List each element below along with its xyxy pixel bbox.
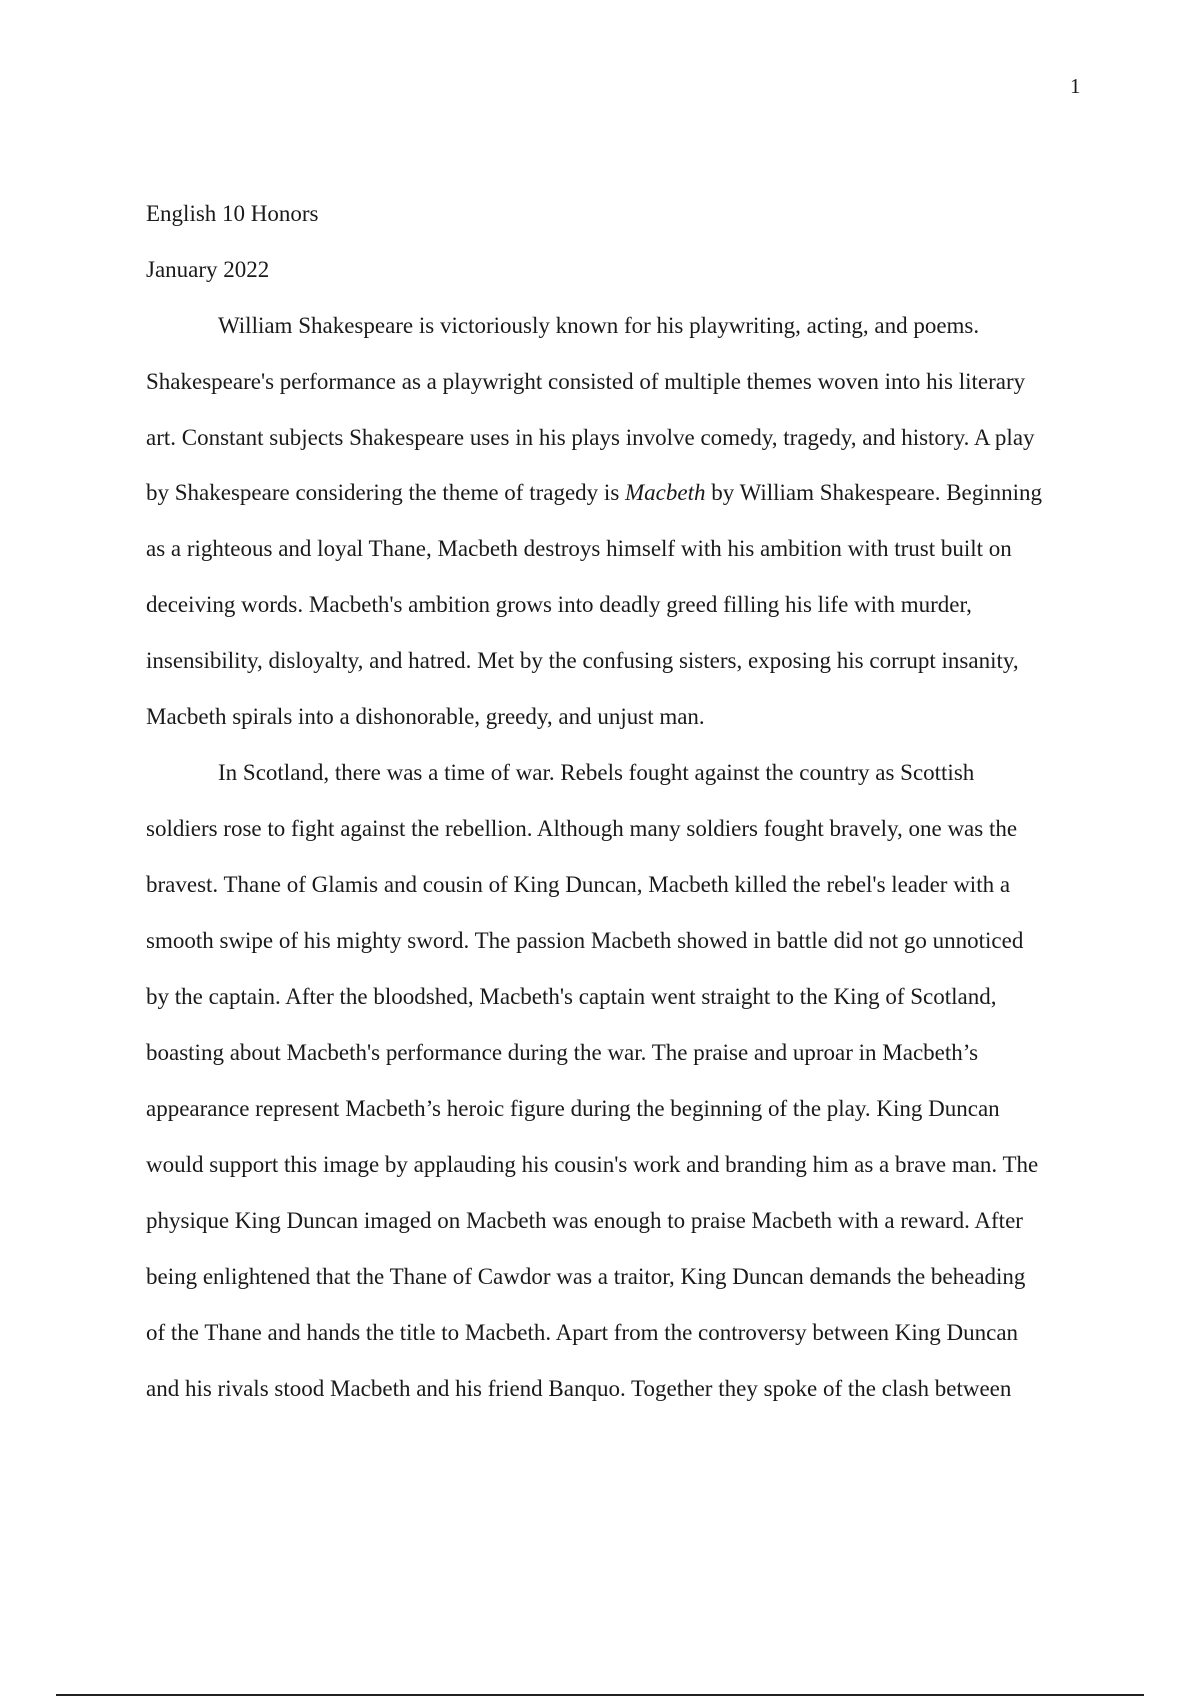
paragraph-1-line: Shakespeare's performance as a playwright consisted of multiple themes woven into his literary [146,369,1026,394]
play-title: Macbeth [625,480,706,505]
paragraph-1-line: as a righteous and loyal Thane, Macbeth destroys himself with his ambition with trust built on [146,536,1012,561]
paragraph-2-line: and his rivals stood Macbeth and his friend Banquo. Together they spoke of the clash between [146,1376,1012,1401]
essay-date: January 2022 [146,257,270,282]
line-text: by William Shakespeare. Beginning [705,480,1043,505]
course-name: English 10 Honors [146,201,319,226]
paragraph-2-line: being enlightened that the Thane of Cawdor was a traitor, King Duncan demands the beheading [146,1264,1026,1289]
paragraph-2-line: by the captain. After the bloodshed, Macbeth's captain went straight to the King of Scotland, [146,984,997,1009]
page-bottom-rule [56,1694,1144,1696]
paragraph-2-line: boasting about Macbeth's performance during the war. The praise and uproar in Macbeth’s [146,1040,979,1065]
paragraph-2-line: of the Thane and hands the title to Macbeth. Apart from the controversy between King Duncan [146,1320,1019,1345]
paragraph-1-line: William Shakespeare is victoriously known for his playwriting, acting, and poems. [218,313,980,338]
paragraph-1-line: art. Constant subjects Shakespeare uses in his plays involve comedy, tragedy, and history. A play [146,425,1035,450]
paragraph-2-line: appearance represent Macbeth’s heroic figure during the beginning of the play. King Duncan [146,1096,1000,1121]
paragraph-1-line: Macbeth spirals into a dishonorable, greedy, and unjust man. [146,704,705,729]
paragraph-1-line: insensibility, disloyalty, and hatred. Met by the confusing sisters, exposing his corrupt insanity, [146,648,1019,673]
paragraph-1-line [146,480,1042,506]
paragraph-2-line: In Scotland, there was a time of war. Rebels fought against the country as Scottish [218,760,975,785]
line-text: by Shakespeare considering the theme of tragedy is [146,480,626,505]
paragraph-2-line: smooth swipe of his mighty sword. The passion Macbeth showed in battle did not go unnoticed [146,928,1024,953]
paragraph-2-line: bravest. Thane of Glamis and cousin of King Duncan, Macbeth killed the rebel's leader with a [146,872,1011,897]
paragraph-2-line: soldiers rose to fight against the rebellion. Although many soldiers fought bravely, one was the [146,816,1018,841]
page-number: 1 [1070,74,1081,98]
paragraph-1-line: deceiving words. Macbeth's ambition grows into deadly greed filling his life with murder, [146,592,972,617]
paragraph-2-line: would support this image by applauding his cousin's work and branding him as a brave man. The [146,1152,1039,1177]
paragraph-2-line: physique King Duncan imaged on Macbeth was enough to praise Macbeth with a reward. After [146,1208,1023,1233]
